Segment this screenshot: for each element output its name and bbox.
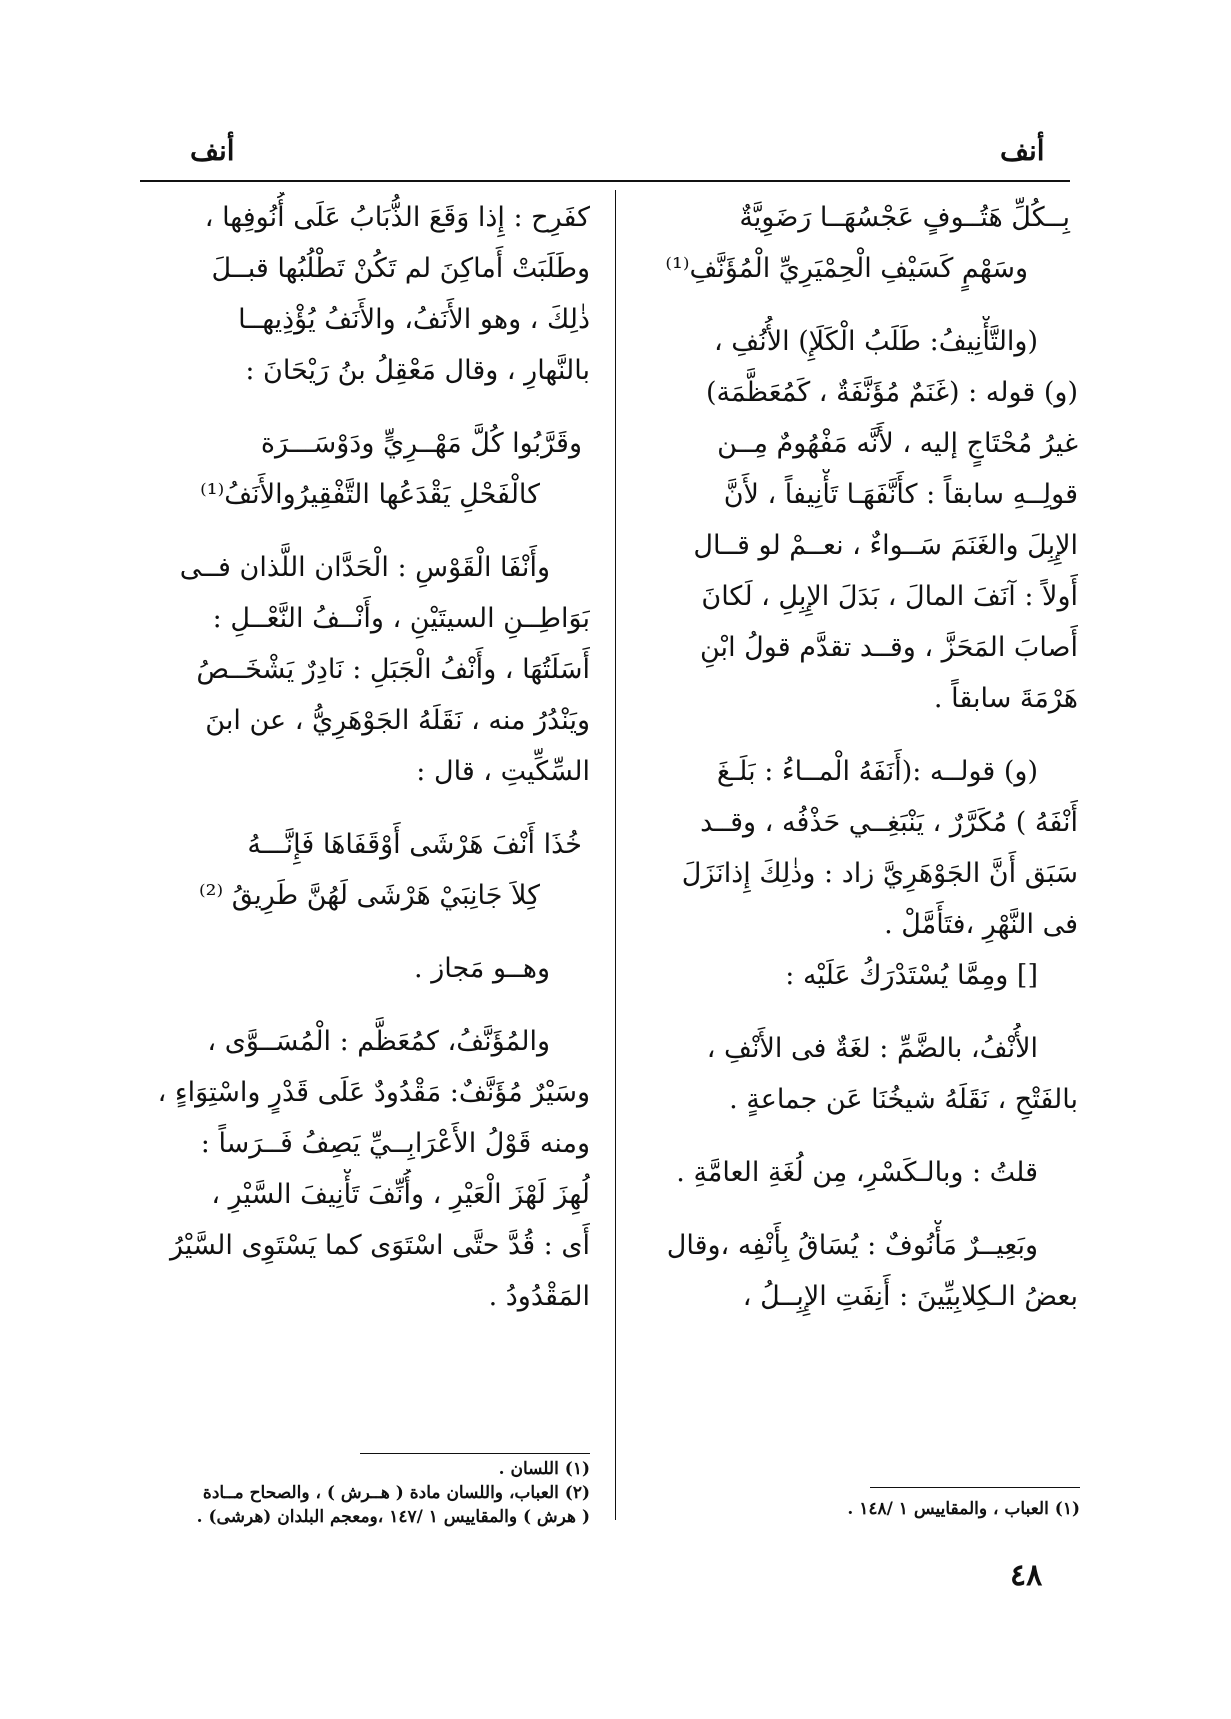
footnote-rule-right <box>870 1487 1080 1488</box>
text-line: بَوَاطِــنِ السيتَيْنِ ، وأَنْــفُ النَّعْــلِ : <box>212 603 590 634</box>
text-line: والمُؤَنَّفُ، كمُعَظَّم : الْمُسَــوَّى ، <box>207 1026 550 1057</box>
text-line: ومنه قَوْلُ الأَعْرَابِــيِّ يَصِفُ فَــرَساً : <box>200 1128 590 1159</box>
text-line: هَرْمَةَ سابقاً . <box>933 683 1078 714</box>
text-line: ويَنْدُرُ منه ، نَقَلَهُ الجَوْهَرِيُّ ، عن ابنَ <box>205 705 590 736</box>
right-column <box>638 192 1078 1322</box>
text-line: أَنْفَهُ ) مُكَرَّرٌ ، يَنْبَغِــي حَذْفُه ، وقــد <box>700 807 1078 838</box>
text-line: وسَيْرٌ مُؤَنَّفٌ: مَقْدُودٌ عَلَى قَدْرٍ واسْتِوَاءٍ ، <box>157 1077 590 1108</box>
text-line: وطَلَبَتْ أَماكِنَ لم تَكُنْ تَطْلُبُها قبــلَ <box>211 253 590 284</box>
text-line: قولِــهِ سابقاً : كأَنَّفَهَـا تَأْنِيفاً ، لأَنَّ <box>723 479 1078 510</box>
running-header-right: أنف <box>1000 134 1045 167</box>
verse-hemistich: وسَهْمٍ كَسَيْفِ الْحِمْيَرِيِّ الْمُؤَنَّفِ⁽¹⁾ <box>665 253 1028 284</box>
footnote-rule-left <box>360 1453 590 1454</box>
column-divider <box>615 190 616 1520</box>
verse-hemistich: وقَرَّبُوا كُلَّ مَهْــرِيٍّ ودَوْسَـــرَة <box>260 428 582 459</box>
text-line: سَبَق أَنَّ الجَوْهَرِيَّ زاد : وذٰلِكَ إِذانَزَلَ <box>681 858 1078 889</box>
text-line: بالنَّهارِ ، وقال مَعْقِلُ بنُ رَيْحَانَ : <box>245 355 590 386</box>
text-line: غيرُ مُحْتَاجٍ إليه ، لأَنَّه مَفْهُومٌ مِــن <box>717 428 1078 459</box>
verse-hemistich: بِــكُلِّ هَتُــوفٍ عَجْسُهَــا رَضَوِيَّةٌ <box>739 202 1070 233</box>
footnotes-right <box>760 1497 1080 1521</box>
header-rule <box>140 180 1070 182</box>
verse-hemistich: خُذَا أَنْفَ هَرْشَى أَوْقَفَاهَا فَإِنَّـــهُ <box>247 829 582 860</box>
text-line: (و) قولــه :(أَنَفَهُ الْمــاءُ : بَلَـغَ <box>716 756 1038 787</box>
text-line: الإِبِلَ والغَنَمَ سَــواءٌ ، نعــمْ لو قــال <box>693 530 1078 561</box>
verse-hemistich: كالْفَحْلِ يَقْدَعُها التَّفْقِيرُوالأَنَفُ⁽¹⁾ <box>200 479 540 510</box>
footnote: (١) اللسان . <box>498 1459 590 1479</box>
text-line: الأُنْفُ، بالضَّمِّ : لغَةٌ فى الأَنْفِ ، <box>706 1033 1038 1064</box>
text-line: ذٰلِكَ ، وهو الأَنَفُ، والأَنَفُ يُؤْذِيهــا <box>238 304 590 335</box>
footnote: ( هرش ) والمقاييس ١ /١٤٧ ،ومعجم البلدان (هرشى) . <box>196 1507 590 1527</box>
text-line: لُهِزَ لَهْزَ الْعَيْرِ ، وأُنِّفَ تَأْنِيفَ السَّيْرِ ، <box>211 1179 590 1210</box>
text-line: أَصابَ المَحَزَّ ، وقــد تقدَّم قولُ ابْنِ <box>700 632 1078 663</box>
mustadrak-heading: [] ومِمَّا يُسْتَدْرَكُ عَلَيْه : <box>785 960 1038 991</box>
text-line: قلتُ : وبالـكَسْرِ، مِن لُغَةِ العامَّةِ . <box>676 1157 1038 1188</box>
text-line: المَقْدُودُ . <box>488 1281 590 1312</box>
text-line: أَى : قُدَّ حتَّى اسْتَوَى كما يَسْتَوِى السَّيْرُ <box>170 1230 590 1261</box>
text-line: وبَعِيــرٌ مَأْنُوفٌ : يُسَاقُ بِأَنْفِه ،وقال <box>666 1230 1038 1261</box>
running-header-left: أنف <box>190 134 235 167</box>
text-line: وهــو مَجاز . <box>414 953 550 984</box>
page-number: ٤٨ <box>1010 1558 1043 1593</box>
verse-hemistich: كِلاَ جَانِبَيْ هَرْشَى لَهُنَّ طَرِيقُ ⁽²⁾ <box>199 880 540 911</box>
text-line: أَسَلَتُهَا ، وأَنْفُ الْجَبَلِ : نَادِرٌ يَشْخَــصُ <box>196 654 590 685</box>
text-line: السِّكِّيتِ ، قال : <box>416 756 590 787</box>
left-column <box>140 192 590 1322</box>
text-line: (والتَّأْنِيفُ: طَلَبُ الْكَلَإِ) الأُنُفِ ، <box>713 326 1038 357</box>
text-line: أَولاً : آنَفَ المالَ ، بَدَلَ الإِبِلِ ، لَكانَ <box>701 581 1078 612</box>
text-line: بعضُ الـكِلابِيِّينَ : أَنِفَتِ الإِبِــلُ ، <box>742 1281 1078 1312</box>
text-line: وأَنْفَا الْقَوْسِ : الْحَدَّان اللَّذان فــى <box>179 552 550 583</box>
text-line: بالفَتْحِ ، نَقَلَهُ شيخُنَا عَن جماعةٍ . <box>729 1084 1078 1115</box>
footnotes-left <box>140 1457 590 1529</box>
text-line: (و) قوله : (غَنَمٌ مُؤَنَّفَةٌ ، كَمُعَظَّمَة) <box>705 377 1078 408</box>
footnote: (١) العباب ، والمقاييس ١ /١٤٨ . <box>847 1499 1080 1519</box>
footnote: (٢) العباب، واللسان مادة ( هــرش ) ، والصحاح مــادة <box>202 1483 590 1503</box>
text-line: كفَرِح : إِذا وَقَعَ الذُّبَابُ عَلَى أُنُوفِها ، <box>204 202 590 233</box>
text-line: فى النَّهْرِ ،فتَأَمَّلْ . <box>884 909 1078 940</box>
